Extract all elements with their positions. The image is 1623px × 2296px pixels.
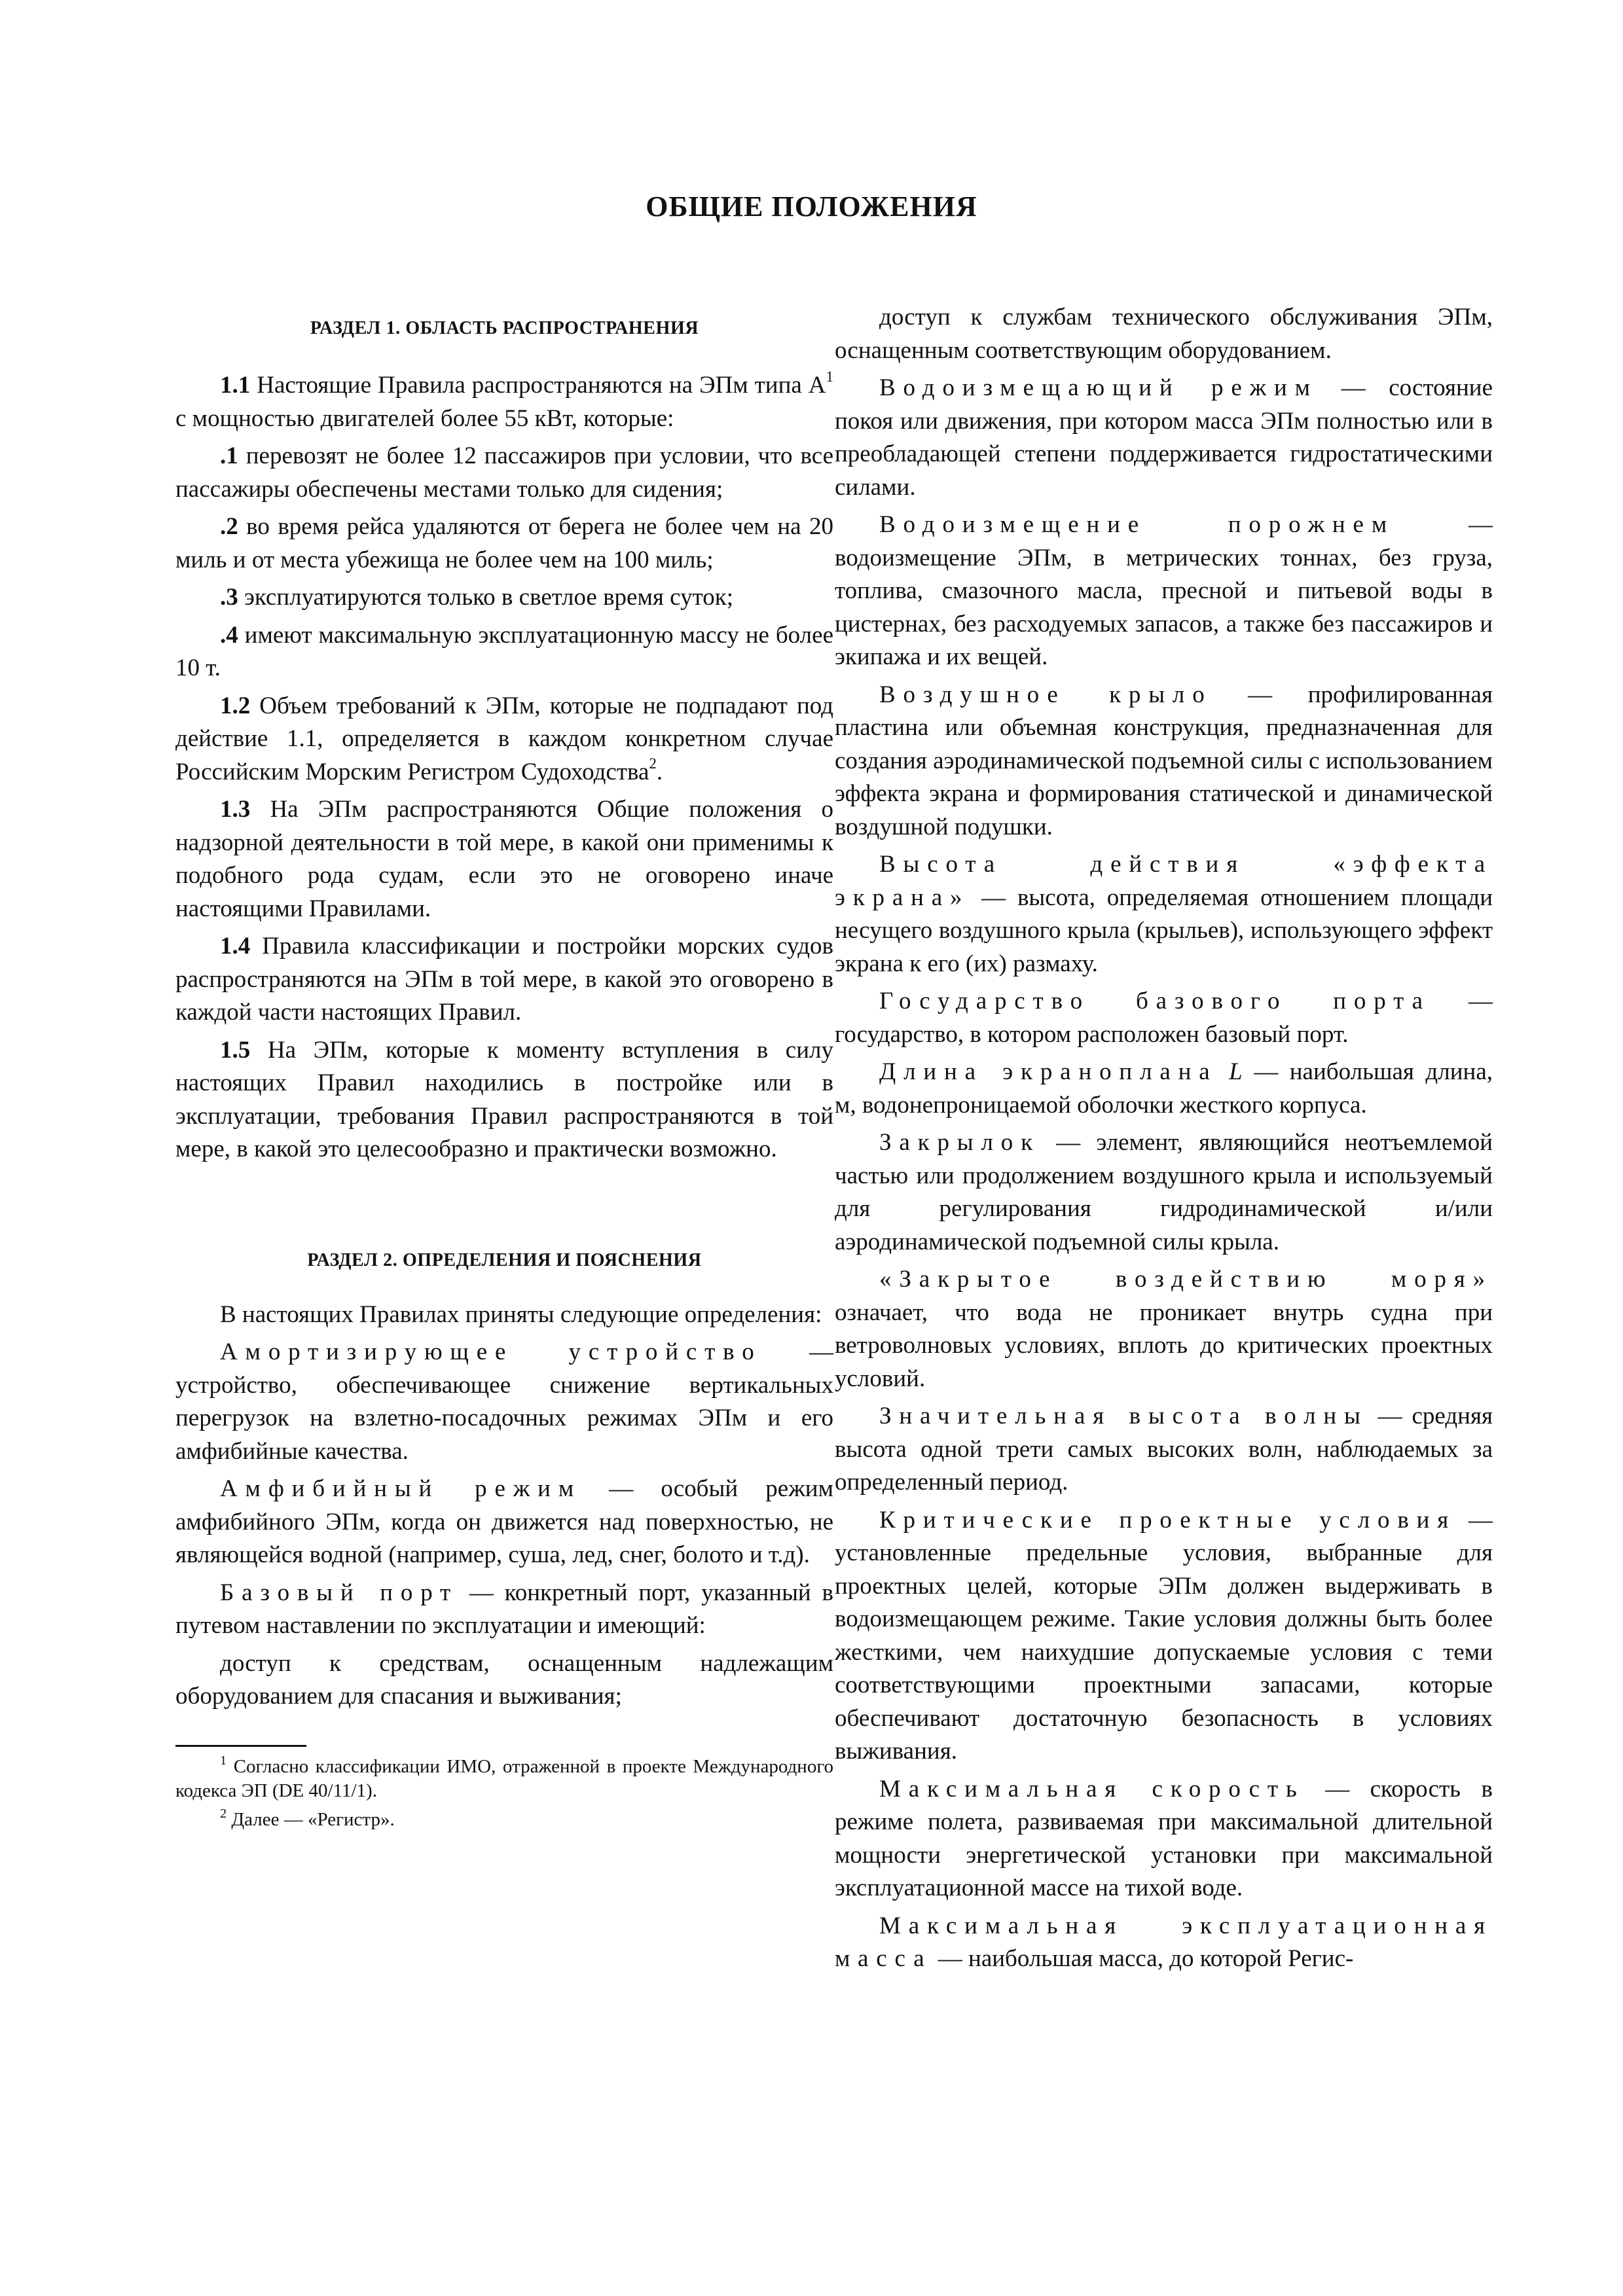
definition-maximum-speed — [835, 1773, 1493, 1905]
definition-text: — особый режим амфибийного ЭПм, когда он движется над поверхностью, не являющейся водной (например, суша, лед, снег, болото и т.д). — [175, 1475, 833, 1568]
paragraph-text: с мощностью двигателей более 55 кВт, которые: — [175, 404, 674, 432]
left-column — [175, 308, 833, 1837]
paragraph-text: во время рейса удаляются от берега не более чем на 20 миль и от места убежища не более чем на 100 миль; — [175, 513, 833, 573]
definition-amphibious-mode — [175, 1473, 833, 1572]
definition-ekranoplan-length — [835, 1056, 1493, 1122]
definition-weathertight — [835, 1263, 1493, 1395]
paragraph-text: перевозят не более 12 пассажиров при условии, что все пассажиры обеспечены местами только для сидения; — [175, 442, 833, 503]
paragraph-1-2 — [175, 690, 833, 789]
definition-term: Длина экраноплана — [879, 1058, 1218, 1085]
section-2-heading: РАЗДЕЛ 2. ОПРЕДЕЛЕНИЯ И ПОЯСНЕНИЯ — [307, 1249, 702, 1270]
definition-text: — элемент, являющийся неотъемлемой частью или продолжением воздушного крыла и используемый для регулирования гидродинамической и/или аэродинамической подъемной силы крыла. — [835, 1129, 1493, 1255]
clause-number: .2 — [220, 513, 238, 540]
paragraph-1-4 — [175, 930, 833, 1030]
clause-number: .3 — [220, 584, 238, 611]
definition-text: — государство, в котором расположен базовый порт. — [835, 988, 1493, 1048]
paragraph-text: На ЭПм, которые к моменту вступления в силу настоящих Правил находились в постройке или в эксплуатации, требования Правил распространяются в той мере, в какой это целесообразно и практически возможно. — [175, 1036, 833, 1162]
definition-text: — высота, определяемая отношением площади несущего воздушного крыла (крыльев), использующего эффект экрана к его (их) размаху. — [835, 884, 1493, 977]
definition-term: «Закрытое воздействию моря» — [879, 1266, 1493, 1293]
definition-text: — наибольшая масса, до которой Регис- — [932, 1945, 1354, 1972]
definition-text: означает, что вода не проникает внутрь судна при ветроволновых условиях, вплоть до критических проектных условий. — [835, 1299, 1493, 1392]
clause-number: 1.5 — [220, 1036, 251, 1064]
footnote-ref-2: 2 — [649, 755, 657, 772]
paragraph-1-1-2 — [175, 511, 833, 577]
page-title: ОБЩИЕ ПОЛОЖЕНИЯ — [646, 190, 977, 223]
paragraph-text: На ЭПм распространяются Общие положения о надзорной деятельности в той мере, в какой они применимы к подобного рода судам, если это не оговорено иначе настоящими Правилами. — [175, 796, 833, 922]
paragraph-1-3 — [175, 793, 833, 925]
base-port-item-maintenance: доступ к службам технического обслуживания ЭПм, оснащенным соответствующим оборудованием. — [835, 304, 1493, 364]
definition-base-port-state — [835, 985, 1493, 1051]
clause-number: 1.4 — [220, 933, 251, 960]
clause-number: 1.2 — [220, 692, 251, 719]
definition-term: Амортизирующее устройство — [220, 1338, 762, 1365]
definition-term: Государство базового порта — [879, 988, 1431, 1014]
paragraph-1-1-3 — [175, 581, 833, 615]
footnote-2 — [175, 1808, 833, 1832]
length-symbol: L — [1229, 1058, 1243, 1085]
footnote-divider — [175, 1745, 306, 1747]
definition-term: Базовый порт — [220, 1579, 459, 1606]
definition-critical-design-conditions — [835, 1504, 1493, 1768]
footnote-1 — [175, 1755, 833, 1803]
right-column — [835, 301, 1493, 1981]
definition-term: Закрылок — [879, 1129, 1040, 1156]
definition-text: — устройство, обеспечивающее снижение вертикальных перегрузок на взлетно-посадочных режимах ЭПм и его амфибийные качества. — [175, 1338, 833, 1465]
definition-text: — скорость в режиме полета, развиваемая при максимальной длительной мощности энергетической установки при максимальной эксплуатационной массе на тихой воде. — [835, 1775, 1493, 1901]
definition-term: Высота действия «эффекта экрана» — [835, 851, 1493, 911]
definition-text: — профилированная пластина или объемная конструкция, предназначенная для создания аэродинамической подъемной силы с использованием эффекта экрана и формирования статической и динамической воздушной подушки. — [835, 681, 1493, 840]
footnote-mark: 1 — [220, 1753, 227, 1768]
definition-term: Критические проектные условия — [879, 1506, 1457, 1534]
paragraph-text: Правила классификации и постройки морских судов распространяются на ЭПм в той мере, в какой это оговорено в каждой части настоящих Правил. — [175, 933, 833, 1026]
definition-text: — конкретный порт, указанный в путевом наставлении по эксплуатации и имеющий: — [175, 1579, 833, 1639]
clause-number: 1.3 — [220, 796, 251, 823]
definition-maximum-operational-mass — [835, 1910, 1493, 1976]
definition-text: — установленные предельные условия, выбранные для проектных целей, которые ЭПм должен выдерживать в водоизмещающем режиме. Такие условия должны быть более жесткими, чем наихудшие допускаемые условия с теми соответствующими проектными запасами, которые обеспечивают достаточную безопасность в условиях выживания. — [835, 1506, 1493, 1765]
definition-term: Значительная высота волны — [879, 1403, 1368, 1429]
paragraph-text: имеют максимальную эксплуатационную массу не более 10 т. — [175, 621, 833, 681]
footnote-ref-1: 1 — [826, 368, 833, 385]
definition-text: — состояние покоя или движения, при котором масса ЭПм полностью или в преобладающей степени поддерживается гидростатическими силами. — [835, 374, 1493, 501]
definition-term: Амфибийный режим — [220, 1475, 582, 1502]
definition-text: — наибольшая длина, м, водонепроницаемой оболочки жесткого корпуса. — [835, 1058, 1493, 1119]
definition-amortizer — [175, 1336, 833, 1468]
definition-base-port — [175, 1577, 833, 1643]
base-port-item-rescue: доступ к средствам, оснащенным надлежащим оборудованием для спасания и выживания; — [175, 1649, 833, 1710]
paragraph-1-1 — [175, 369, 833, 435]
paragraph-1-5 — [175, 1034, 833, 1166]
definition-significant-wave-height — [835, 1400, 1493, 1499]
definition-text: — водоизмещение ЭПм, в метрических тоннах, без груза, топлива, смазочного масла, пресной и питьевой воды в цистернах, без расходуемых запасов, а также без пассажиров и экипажа и их вещей. — [835, 511, 1493, 670]
paragraph-text: Настоящие Правила распространяются на ЭПм типа А — [250, 372, 826, 399]
definition-term: Водоизмещение порожнем — [879, 511, 1395, 538]
clause-number: .1 — [220, 442, 238, 469]
definition-air-wing — [835, 679, 1493, 844]
definition-text: — средняя высота одной трети самых высоких волн, наблюдаемых за определенный период. — [835, 1403, 1493, 1496]
paragraph-text: Объем требований к ЭПм, которые не подпадают под действие 1.1, определяется в каждом конкретном случае Российским Морским Регистром Судоходства — [175, 692, 833, 785]
footnote-text: Далее — «Регистр». — [227, 1808, 395, 1830]
paragraph-1-1-4 — [175, 619, 833, 685]
footnote-text: Согласно классификации ИМО, отраженной в проекте Международного кодекса ЭП (DE 40/11/1). — [175, 1755, 833, 1801]
definition-term: Водоизмещающий режим — [879, 374, 1318, 401]
clause-number: 1.1 — [220, 372, 251, 399]
clause-number: .4 — [220, 621, 238, 649]
paragraph-1-1-1 — [175, 440, 833, 506]
definition-ground-effect-height — [835, 848, 1493, 980]
definitions-intro: В настоящих Правилах приняты следующие определения: — [220, 1300, 822, 1328]
footnote-mark: 2 — [220, 1806, 227, 1821]
definition-term: Максимальная скорость — [879, 1775, 1305, 1803]
paragraph-text: . — [656, 758, 663, 785]
definition-displacement-mode — [835, 372, 1493, 504]
section-1-heading: РАЗДЕЛ 1. ОБЛАСТЬ РАСПРОСТРАНЕНИЯ — [310, 318, 699, 338]
definition-term: Воздушное крыло — [879, 681, 1213, 708]
definition-term: Максимальная эксплуатационная масса — [835, 1912, 1493, 1972]
definition-lightship-displacement — [835, 509, 1493, 674]
definition-flap — [835, 1126, 1493, 1259]
paragraph-text: эксплуатируются только в светлое время суток; — [238, 584, 734, 611]
